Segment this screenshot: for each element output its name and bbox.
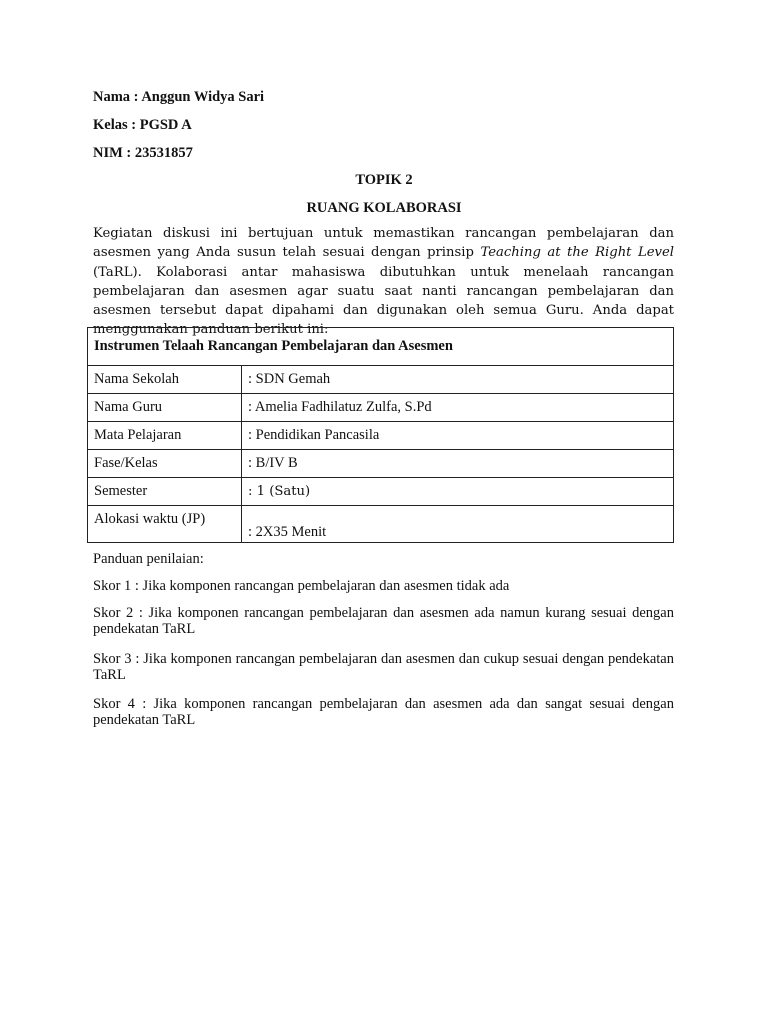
guide-heading: Panduan penilaian: [93,551,204,567]
guide-item: Skor 3 : Jika komponen rancangan pembelajaran dan asesmen dan cukup sesuai dengan pendekatan TaRL [93,651,674,683]
row-label: Fase/Kelas [88,450,242,478]
row-value: : 2X35 Menit [242,506,674,543]
intro-paragraph [93,224,674,340]
row-label: Semester [88,478,242,506]
table-row [88,478,674,506]
instrument-table [87,327,674,543]
section-title: RUANG KOLABORASI [306,200,462,216]
row-label: Mata Pelajaran [88,422,242,450]
table-row [88,394,674,422]
guide-item: Skor 4 : Jika komponen rancangan pembelajaran dan asesmen ada dan sangat sesuai dengan pendekatan TaRL [93,696,674,728]
intro-text-2: (TaRL). Kolaborasi antar mahasiswa dibutuhkan untuk menelaah rancangan pembelajaran dan asesmen agar suatu saat nanti rancangan pembelajaran dan asesmen tersebut dapat dipahami dan digunakan oleh semua Guru. Anda dapat menggunakan panduan berikut ini: [93,264,674,338]
student-class: Kelas : PGSD A [93,117,192,133]
row-label: Nama Guru [88,394,242,422]
student-name: Nama : Anggun Widya Sari [93,89,265,105]
table-row [88,422,674,450]
table-row [88,450,674,478]
guide-item: Skor 2 : Jika komponen rancangan pembelajaran dan asesmen ada namun kurang sesuai dengan pendekatan TaRL [93,605,674,637]
intro-text-1: Kegiatan diskusi ini bertujuan untuk memastikan rancangan pembelajaran dan asesmen yang Anda susun telah sesuai dengan prinsip [93,226,674,261]
table-row [88,366,674,394]
row-label: Nama Sekolah [88,366,242,394]
row-label: Alokasi waktu (JP) [88,506,242,543]
student-nim: NIM : 23531857 [93,145,193,161]
table-row [88,506,674,543]
row-value: : 1 (Satu) [242,478,674,506]
row-value: : B/IV B [242,450,674,478]
table-title: Instrumen Telaah Rancangan Pembelajaran dan Asesmen [88,328,674,366]
topic-heading: TOPIK 2 [355,172,413,188]
row-value: : Amelia Fadhilatuz Zulfa, S.Pd [242,394,674,422]
intro-italic: Teaching at the Right Level [480,245,674,261]
row-value: : SDN Gemah [242,366,674,394]
row-value: : Pendidikan Pancasila [242,422,674,450]
guide-item: Skor 1 : Jika komponen rancangan pembelajaran dan asesmen tidak ada [93,578,510,594]
